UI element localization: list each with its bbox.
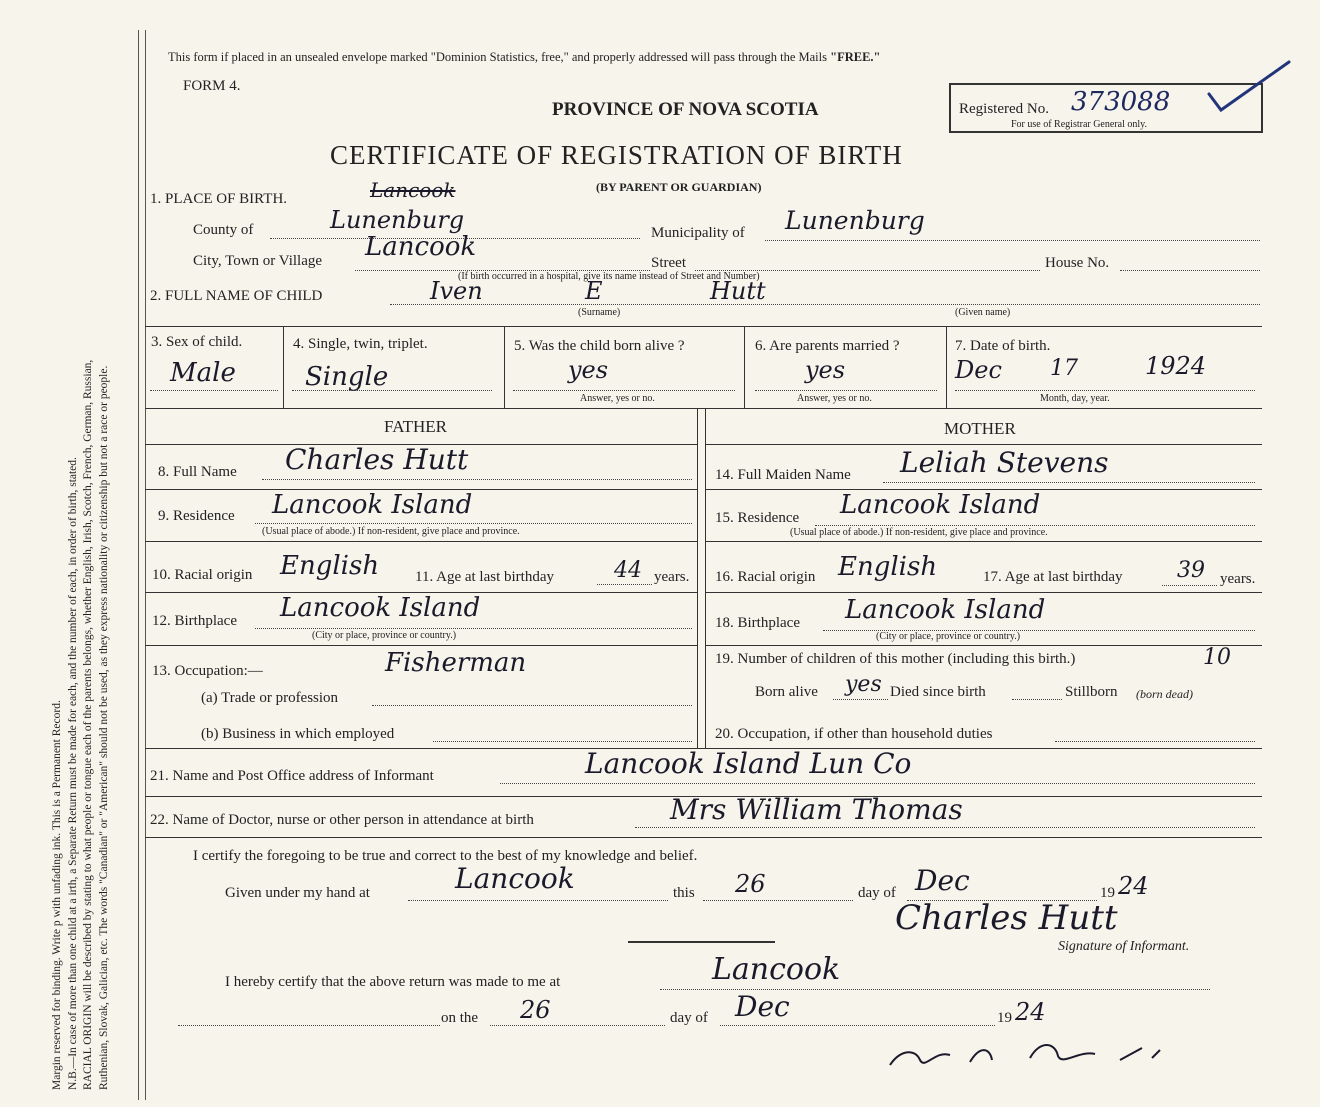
margin-instructions — [50, 20, 112, 1090]
given-place-value: Lancook — [455, 862, 575, 895]
father-residence-label: 9. Residence — [158, 508, 235, 524]
given-name-caption: (Given name) — [955, 307, 1011, 318]
rule — [705, 592, 1262, 593]
mother-age-value: 39 — [1177, 558, 1205, 583]
margin-note-1: Margin reserved for binding. Write p with unfading ink. This is a Permanent Record. — [51, 700, 63, 1090]
children-count-value: 10 — [1203, 645, 1231, 670]
informant-line — [500, 783, 1255, 784]
father-occupation-value: Fisherman — [385, 648, 527, 678]
born-alive-count-line — [833, 699, 888, 700]
certificate-subtitle: (BY PARENT OR GUARDIAN) — [596, 180, 762, 194]
father-birthplace-line — [255, 628, 692, 629]
province-heading: PROVINCE OF NOVA SCOTIA — [552, 99, 819, 120]
father-occupation-label: 13. Occupation:— — [152, 663, 263, 679]
mother-occupation-line — [1055, 741, 1255, 742]
stillborn-note: (born dead) — [1136, 687, 1193, 701]
return-month-line — [720, 1025, 995, 1026]
plurality-value: Single — [305, 362, 389, 392]
father-residence-caption: (Usual place of abode.) If non-resident, give place and province. — [262, 526, 520, 537]
given-under-label: Given under my hand at — [225, 885, 370, 901]
rule — [145, 837, 1262, 838]
rule — [705, 645, 1262, 646]
business-label: (b) Business in which employed — [201, 726, 395, 742]
mother-birthplace-label: 18. Birthplace — [715, 615, 800, 631]
child-name-label: 2. FULL NAME OF CHILD — [150, 288, 323, 304]
county-value: Lunenburg — [330, 206, 465, 234]
born-alive-line — [513, 390, 735, 391]
dob-caption: Month, day, year. — [1040, 393, 1110, 404]
mother-name-line — [883, 482, 1255, 483]
dob-day-value: 17 — [1050, 356, 1078, 381]
registered-label: Registered No. — [959, 101, 1049, 117]
doctor-label: 22. Name of Doctor, nurse or other person in attendance at birth — [150, 812, 534, 828]
rule — [145, 408, 1262, 409]
father-birthplace-label: 12. Birthplace — [152, 613, 237, 629]
registered-number: 373088 — [1071, 87, 1171, 117]
mother-occupation-label: 20. Occupation, if other than household duties — [715, 726, 993, 742]
city-value: Lancook — [365, 232, 477, 262]
separator-rule — [628, 941, 775, 943]
dob-year-value: 1924 — [1145, 352, 1207, 380]
child-given-value: Hutt — [710, 277, 766, 305]
signature-caption: Signature of Informant. — [1058, 939, 1190, 954]
dob-line — [955, 390, 1255, 391]
born-alive-value: yes — [568, 356, 609, 384]
parents-married-caption: Answer, yes or no. — [797, 393, 872, 404]
born-alive-caption: Answer, yes or no. — [580, 393, 655, 404]
place-of-birth-label: 1. PLACE OF BIRTH. — [150, 191, 288, 207]
born-alive-count-label: Born alive — [755, 684, 818, 700]
mother-birthplace-caption: (City or place, province or country.) — [876, 631, 1021, 642]
return-statement: I hereby certify that the above return was made to me at — [225, 974, 561, 990]
mother-residence-label: 15. Residence — [715, 510, 800, 526]
certificate-title: CERTIFICATE OF REGISTRATION OF BIRTH — [330, 140, 903, 170]
county-label: County of — [193, 222, 254, 238]
child-middle-value: E — [585, 277, 603, 305]
doctor-line — [635, 827, 1255, 828]
informant-label: 21. Name and Post Office address of Informant — [150, 768, 434, 784]
street-label: Street — [651, 255, 686, 271]
father-age-value: 44 — [614, 558, 642, 583]
mother-residence-value: Lancook Island — [840, 490, 1041, 520]
house-no-label: House No. — [1045, 255, 1110, 271]
return-year-value: 24 — [1015, 998, 1046, 1026]
margin-rule-inner — [145, 30, 146, 1100]
mother-heading: MOTHER — [944, 419, 1016, 438]
registrar-signature-image — [880, 1030, 1180, 1070]
margin-note-4: Ruthenian, Slovak, Galician, etc. The words "Canadian" or "American" should not be used, as they express nationality or citizenship but not a race or people. — [97, 365, 110, 1090]
this-label: this — [673, 885, 695, 901]
form-number: FORM 4. — [183, 78, 241, 94]
died-line — [1012, 699, 1062, 700]
child-name-line — [390, 304, 1260, 305]
informant-signature: Charles Hutt — [895, 898, 1118, 938]
father-age-line — [597, 584, 652, 585]
rule — [504, 326, 505, 408]
rule — [705, 541, 1262, 542]
father-age-label: 11. Age at last birthday — [415, 569, 554, 585]
municipality-value: Lunenburg — [785, 206, 925, 235]
born-alive-count-value: yes — [845, 672, 882, 697]
rule — [145, 645, 697, 646]
father-name-value: Charles Hutt — [285, 443, 469, 476]
father-years-label: years. — [654, 569, 690, 585]
check-mark-icon — [1205, 58, 1295, 118]
return-year-prefix: 19 — [997, 1010, 1012, 1026]
parents-married-line — [755, 390, 937, 391]
mail-notice: This form if placed in an unsealed envelope marked "Dominion Statistics, free," and properly addressed will pass through the Mails "FREE." — [168, 50, 881, 64]
municipality-line — [765, 240, 1260, 241]
day-line — [703, 900, 853, 901]
mother-race-value: English — [838, 552, 938, 582]
place-of-birth-value: Lancook — [370, 178, 456, 202]
father-birthplace-value: Lancook Island — [280, 593, 481, 623]
mother-age-label: 17. Age at last birthday — [983, 569, 1123, 585]
mother-race-label: 16. Racial origin — [715, 569, 816, 585]
mother-name-value: Leliah Stevens — [900, 446, 1109, 479]
given-year-value: 24 — [1118, 872, 1149, 900]
mother-name-label: 14. Full Maiden Name — [715, 467, 851, 483]
margin-note-2: N.B.—In case of more than one child at a irth, a Separate Return must be made for each, and the number of each, in order of birth, stated. — [66, 457, 79, 1090]
given-place-line — [408, 900, 668, 901]
children-count-label: 19. Number of children of this mother (including this birth.) — [715, 651, 1076, 667]
father-heading: FATHER — [384, 417, 447, 436]
parents-married-value: yes — [805, 356, 846, 384]
parents-married-label: 6. Are parents married ? — [755, 338, 900, 354]
trade-line — [372, 705, 692, 706]
father-race-value: English — [280, 551, 380, 581]
year-prefix: 19 — [1100, 885, 1115, 901]
mother-years-label: years. — [1220, 571, 1256, 587]
parents-divider — [697, 408, 698, 748]
rule — [145, 326, 1262, 327]
municipality-label: Municipality of — [651, 225, 745, 241]
sex-value: Male — [170, 358, 236, 388]
rule — [744, 326, 745, 408]
rule — [283, 326, 284, 408]
stillborn-label: Stillborn — [1065, 684, 1118, 700]
trade-label: (a) Trade or profession — [201, 690, 339, 706]
sex-line — [150, 390, 278, 391]
father-birthplace-caption: (City or place, province or country.) — [312, 630, 457, 641]
surname-caption: (Surname) — [578, 307, 621, 318]
mother-residence-caption: (Usual place of abode.) If non-resident, give place and province. — [790, 527, 1048, 538]
doctor-value: Mrs William Thomas — [670, 793, 963, 826]
rule — [705, 444, 1262, 445]
informant-value: Lancook Island Lun Co — [585, 747, 912, 780]
margin-note-3: RACIAL ORIGIN will be described by stating to what people or tongue each of the parents belongs, whether English, Irish, Scotch, French, German, Russian, — [82, 359, 94, 1090]
margin-rule — [138, 30, 139, 1100]
father-race-label: 10. Racial origin — [152, 567, 253, 583]
mother-residence-line — [815, 525, 1255, 526]
return-day-of-label: day of — [670, 1010, 708, 1026]
house-no-line — [1120, 270, 1260, 271]
dob-month-value: Dec — [955, 356, 1002, 384]
return-lead-line — [178, 1025, 440, 1026]
plurality-line — [292, 390, 492, 391]
father-name-label: 8. Full Name — [158, 464, 237, 480]
sex-label: 3. Sex of child. — [151, 334, 243, 350]
parents-divider-inner — [705, 408, 706, 748]
hospital-note: (If birth occurred in a hospital, give its name instead of Street and Number) — [458, 271, 760, 282]
given-month-value: Dec — [915, 864, 970, 897]
city-label: City, Town or Village — [193, 253, 323, 269]
given-day-value: 26 — [735, 870, 766, 898]
return-place-value: Lancook — [712, 952, 841, 987]
certify-statement: I certify the foregoing to be true and correct to the best of my knowledge and belief. — [193, 848, 698, 864]
born-alive-label: 5. Was the child born alive ? — [514, 338, 685, 354]
mother-age-line — [1162, 585, 1217, 586]
child-surname-value: Iven — [430, 277, 483, 305]
rule — [145, 541, 697, 542]
date-of-birth-label: 7. Date of birth. — [955, 338, 1051, 354]
father-name-line — [262, 479, 692, 480]
day-of-label: day of — [858, 885, 896, 901]
on-the-label: on the — [441, 1010, 479, 1026]
business-line — [433, 741, 692, 742]
father-residence-line — [255, 523, 692, 524]
mother-birthplace-value: Lancook Island — [845, 595, 1046, 625]
return-month-value: Dec — [735, 990, 790, 1023]
return-day-value: 26 — [520, 996, 551, 1024]
plurality-label: 4. Single, twin, triplet. — [293, 336, 428, 352]
died-label: Died since birth — [890, 684, 986, 700]
rule — [946, 326, 947, 408]
return-day-line — [490, 1025, 665, 1026]
father-residence-value: Lancook Island — [272, 490, 473, 520]
registrar-note: For use of Registrar General only. — [1011, 119, 1147, 130]
